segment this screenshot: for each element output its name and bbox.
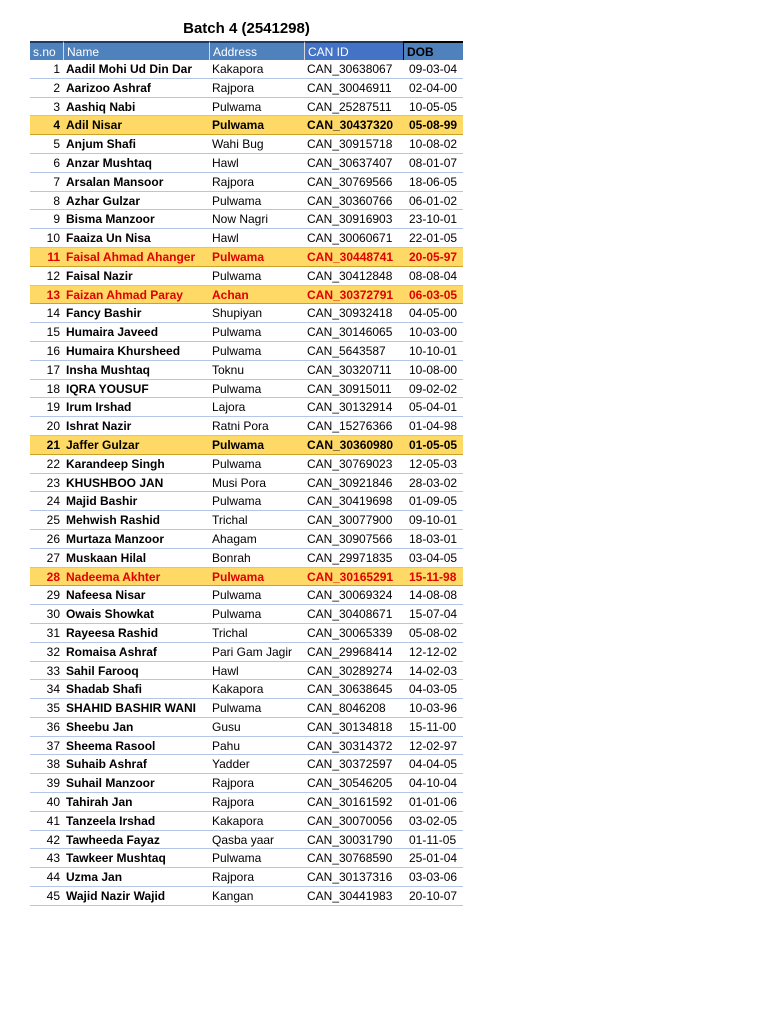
row-dob: 28-03-02 bbox=[409, 475, 458, 490]
row-dob: 09-10-01 bbox=[409, 513, 458, 528]
row-sno: 26 bbox=[46, 531, 60, 546]
row-address: Pahu bbox=[212, 738, 241, 753]
row-sno: 39 bbox=[46, 776, 60, 791]
table-row bbox=[30, 605, 463, 624]
row-address: Pulwama bbox=[212, 607, 262, 622]
row-sno: 23 bbox=[46, 475, 60, 490]
row-name: Humaira Khursheed bbox=[66, 343, 181, 358]
row-address: Shupiyan bbox=[212, 306, 263, 321]
row-name: Nafeesa Nisar bbox=[66, 588, 146, 603]
table-row bbox=[30, 831, 463, 850]
row-dob: 12-12-02 bbox=[409, 644, 458, 659]
row-sno: 11 bbox=[47, 249, 60, 264]
row-dob: 08-01-07 bbox=[409, 155, 458, 170]
row-address: Rajpora bbox=[212, 870, 255, 885]
table-row bbox=[30, 568, 463, 587]
row-sno: 13 bbox=[46, 287, 60, 302]
row-sno: 40 bbox=[46, 795, 60, 810]
header-name: Name bbox=[63, 41, 209, 60]
row-can-id: CAN_30907566 bbox=[307, 531, 393, 546]
table-row bbox=[30, 436, 463, 455]
row-name: Adil Nisar bbox=[66, 118, 123, 133]
row-name: IQRA YOUSUF bbox=[66, 381, 149, 396]
row-address: Musi Pora bbox=[212, 475, 267, 490]
row-sno: 32 bbox=[46, 644, 60, 659]
row-dob: 23-10-01 bbox=[409, 212, 458, 227]
row-address: Gusu bbox=[212, 719, 241, 734]
table-row bbox=[30, 643, 463, 662]
row-address: Pulwama bbox=[212, 118, 265, 133]
row-can-id: CAN_30637407 bbox=[307, 155, 393, 170]
table-row bbox=[30, 624, 463, 643]
row-dob: 05-08-02 bbox=[409, 625, 458, 640]
table-row bbox=[30, 586, 463, 605]
row-can-id: CAN_30070056 bbox=[307, 813, 393, 828]
row-address: Pulwama bbox=[212, 99, 262, 114]
row-dob: 04-04-05 bbox=[409, 757, 458, 772]
row-dob: 10-05-05 bbox=[409, 99, 458, 114]
row-can-id: CAN_30314372 bbox=[307, 738, 393, 753]
row-dob: 06-01-02 bbox=[409, 193, 458, 208]
table-row bbox=[30, 98, 463, 117]
row-can-id: CAN_15276366 bbox=[307, 419, 393, 434]
row-name: SHAHID BASHIR WANI bbox=[66, 701, 197, 716]
row-can-id: CAN_30134818 bbox=[307, 719, 393, 734]
row-can-id: CAN_29968414 bbox=[307, 644, 393, 659]
row-sno: 14 bbox=[46, 306, 60, 321]
row-can-id: CAN_30069324 bbox=[307, 588, 393, 603]
row-address: Pulwama bbox=[212, 343, 262, 358]
row-name: Ishrat Nazir bbox=[66, 419, 132, 434]
table-row bbox=[30, 248, 463, 267]
row-can-id: CAN_30289274 bbox=[307, 663, 393, 678]
row-can-id: CAN_30921846 bbox=[307, 475, 393, 490]
row-dob: 10-08-02 bbox=[409, 137, 458, 152]
row-dob: 02-04-00 bbox=[409, 80, 458, 95]
row-dob: 04-10-04 bbox=[409, 776, 458, 791]
row-address: Rajpora bbox=[212, 174, 255, 189]
row-can-id: CAN_30638067 bbox=[307, 62, 393, 76]
row-name: Shadab Shafi bbox=[66, 682, 143, 697]
row-address: Achan bbox=[212, 287, 249, 302]
table-row bbox=[30, 304, 463, 323]
table-row bbox=[30, 455, 463, 474]
row-can-id: CAN_30137316 bbox=[307, 870, 393, 885]
row-name: Sheema Rasool bbox=[66, 738, 156, 753]
row-dob: 03-02-05 bbox=[409, 813, 458, 828]
batch-title: Batch 4 (2541298) bbox=[183, 20, 310, 37]
row-sno: 18 bbox=[46, 381, 60, 396]
table-row bbox=[30, 474, 463, 493]
row-name: Faizan Ahmad Paray bbox=[66, 287, 183, 302]
row-name: Tahirah Jan bbox=[66, 795, 133, 810]
table-row bbox=[30, 718, 463, 737]
row-can-id: CAN_30448741 bbox=[307, 249, 394, 264]
row-sno: 38 bbox=[46, 757, 60, 772]
row-address: Wahi Bug bbox=[212, 137, 264, 152]
row-sno: 19 bbox=[46, 400, 60, 415]
row-name: Majid Bashir bbox=[66, 494, 138, 509]
row-name: Arsalan Mansoor bbox=[66, 174, 164, 189]
row-dob: 12-02-97 bbox=[409, 738, 458, 753]
table-row bbox=[30, 868, 463, 887]
row-address: Pulwama bbox=[212, 325, 262, 340]
row-name: Irum Irshad bbox=[66, 400, 132, 415]
row-can-id: CAN_8046208 bbox=[307, 701, 386, 716]
row-address: Rajpora bbox=[212, 776, 255, 791]
row-sno: 12 bbox=[46, 268, 60, 283]
row-address: Kakapora bbox=[212, 62, 264, 76]
table-row bbox=[30, 380, 463, 399]
row-sno: 22 bbox=[46, 456, 60, 471]
row-name: Suhaib Ashraf bbox=[66, 757, 147, 772]
row-sno: 10 bbox=[46, 231, 60, 246]
header-dob: DOB bbox=[403, 41, 463, 60]
row-sno: 24 bbox=[46, 494, 60, 509]
row-dob: 08-08-04 bbox=[409, 268, 458, 283]
row-sno: 21 bbox=[46, 437, 60, 452]
row-address: Pulwama bbox=[212, 193, 262, 208]
row-dob: 14-02-03 bbox=[409, 663, 458, 678]
row-name: Nadeema Akhter bbox=[66, 569, 161, 584]
row-name: Aarizoo Ashraf bbox=[66, 80, 151, 95]
row-can-id: CAN_30372791 bbox=[307, 287, 394, 302]
table-row bbox=[30, 173, 463, 192]
row-sno: 27 bbox=[46, 550, 60, 565]
row-dob: 03-04-05 bbox=[409, 550, 458, 565]
row-can-id: CAN_30915011 bbox=[307, 381, 392, 396]
table-row bbox=[30, 492, 463, 511]
row-sno: 41 bbox=[46, 813, 60, 828]
row-can-id: CAN_29971835 bbox=[307, 550, 393, 565]
row-name: Karandeep Singh bbox=[66, 456, 165, 471]
row-dob: 18-06-05 bbox=[409, 174, 458, 189]
table-row bbox=[30, 511, 463, 530]
row-address: Hawl bbox=[212, 231, 239, 246]
row-address: Toknu bbox=[212, 362, 245, 377]
row-name: Murtaza Manzoor bbox=[66, 531, 165, 546]
row-dob: 15-11-00 bbox=[409, 719, 457, 734]
row-dob: 01-05-05 bbox=[409, 437, 458, 452]
row-can-id: CAN_30132914 bbox=[307, 400, 393, 415]
row-sno: 1 bbox=[53, 62, 60, 76]
row-dob: 20-05-97 bbox=[409, 249, 458, 264]
header-sno: s.no bbox=[30, 41, 63, 60]
row-name: Wajid Nazir Wajid bbox=[66, 889, 166, 904]
table-row bbox=[30, 398, 463, 417]
row-dob: 10-03-00 bbox=[409, 325, 458, 340]
row-can-id: CAN_30065339 bbox=[307, 625, 393, 640]
table-row bbox=[30, 116, 463, 135]
row-can-id: CAN_30768590 bbox=[307, 851, 393, 866]
row-name: Faisal Ahmad Ahanger bbox=[66, 249, 196, 264]
row-sno: 36 bbox=[46, 719, 60, 734]
table-row bbox=[30, 755, 463, 774]
row-dob: 15-07-04 bbox=[409, 607, 458, 622]
row-dob: 01-04-98 bbox=[409, 419, 458, 434]
table-row bbox=[30, 323, 463, 342]
row-can-id: CAN_30769566 bbox=[307, 174, 393, 189]
table-row bbox=[30, 154, 463, 173]
row-sno: 35 bbox=[46, 701, 60, 716]
row-can-id: CAN_30769023 bbox=[307, 456, 393, 471]
table-row bbox=[30, 774, 463, 793]
row-name: Sheebu Jan bbox=[66, 719, 134, 734]
row-name: Muskaan Hilal bbox=[66, 550, 147, 565]
row-dob: 25-01-04 bbox=[409, 851, 458, 866]
table-row bbox=[30, 699, 463, 718]
row-can-id: CAN_30546205 bbox=[307, 776, 393, 791]
row-name: Fancy Bashir bbox=[66, 306, 142, 321]
row-address: Pulwama bbox=[212, 249, 265, 264]
table-row bbox=[30, 192, 463, 211]
row-sno: 44 bbox=[46, 870, 60, 885]
row-name: Rayeesa Rashid bbox=[66, 625, 159, 640]
row-name: Bisma Manzoor bbox=[66, 212, 155, 227]
row-dob: 09-03-04 bbox=[409, 62, 458, 76]
row-can-id: CAN_30419698 bbox=[307, 494, 393, 509]
table-row bbox=[30, 680, 463, 699]
student-table-body bbox=[30, 60, 463, 906]
table-row bbox=[30, 342, 463, 361]
row-can-id: CAN_30441983 bbox=[307, 889, 393, 904]
row-address: Trichal bbox=[212, 513, 248, 528]
row-sno: 28 bbox=[46, 569, 60, 584]
row-name: Anzar Mushtaq bbox=[66, 155, 153, 170]
row-can-id: CAN_30437320 bbox=[307, 118, 394, 133]
table-row bbox=[30, 60, 463, 79]
row-dob: 01-11-05 bbox=[409, 832, 457, 847]
row-dob: 05-04-01 bbox=[409, 400, 458, 415]
row-dob: 12-05-03 bbox=[409, 456, 458, 471]
row-address: Lajora bbox=[212, 400, 246, 415]
table-row bbox=[30, 662, 463, 681]
row-can-id: CAN_30932418 bbox=[307, 306, 393, 321]
row-address: Kangan bbox=[212, 889, 254, 904]
row-can-id: CAN_30077900 bbox=[307, 513, 393, 528]
table-row bbox=[30, 361, 463, 380]
row-dob: 15-11-98 bbox=[409, 569, 457, 584]
row-dob: 10-08-00 bbox=[409, 362, 458, 377]
row-dob: 09-02-02 bbox=[409, 381, 458, 396]
row-name: Romaisa Ashraf bbox=[66, 644, 157, 659]
table-row bbox=[30, 793, 463, 812]
row-can-id: CAN_30360980 bbox=[307, 437, 394, 452]
row-dob: 04-05-00 bbox=[409, 306, 458, 321]
row-name: Jaffer Gulzar bbox=[66, 437, 140, 452]
row-dob: 14-08-08 bbox=[409, 588, 458, 603]
row-address: Pulwama bbox=[212, 494, 262, 509]
row-name: Tawkeer Mushtaq bbox=[66, 851, 166, 866]
row-dob: 18-03-01 bbox=[409, 531, 458, 546]
row-address: Pulwama bbox=[212, 437, 265, 452]
row-sno: 42 bbox=[46, 832, 60, 847]
row-sno: 8 bbox=[53, 193, 60, 208]
row-can-id: CAN_30408671 bbox=[307, 607, 393, 622]
row-address: Pari Gam Jagir bbox=[212, 644, 293, 659]
row-address: Rajpora bbox=[212, 795, 255, 810]
row-sno: 31 bbox=[46, 625, 60, 640]
table-row bbox=[30, 286, 463, 305]
row-sno: 9 bbox=[53, 212, 60, 227]
row-name: Faisal Nazir bbox=[66, 268, 133, 283]
row-name: Aadil Mohi Ud Din Dar bbox=[66, 62, 192, 76]
row-name: Tanzeela Irshad bbox=[66, 813, 156, 828]
row-name: Suhail Manzoor bbox=[66, 776, 155, 791]
row-can-id: CAN_30060671 bbox=[307, 231, 393, 246]
row-can-id: CAN_30161592 bbox=[307, 795, 393, 810]
row-can-id: CAN_25287511 bbox=[307, 99, 392, 114]
row-address: Rajpora bbox=[212, 80, 255, 95]
row-dob: 20-10-07 bbox=[409, 889, 458, 904]
row-can-id: CAN_30146065 bbox=[307, 325, 393, 340]
row-name: Faaiza Un Nisa bbox=[66, 231, 151, 246]
row-name: Tawheeda Fayaz bbox=[66, 832, 160, 847]
row-address: Kakapora bbox=[212, 682, 264, 697]
row-can-id: CAN_30916903 bbox=[307, 212, 393, 227]
row-address: Pulwama bbox=[212, 588, 262, 603]
row-can-id: CAN_30412848 bbox=[307, 268, 393, 283]
row-sno: 15 bbox=[46, 325, 60, 340]
row-sno: 34 bbox=[46, 682, 60, 697]
row-can-id: CAN_30046911 bbox=[307, 80, 392, 95]
row-sno: 16 bbox=[46, 343, 60, 358]
row-sno: 20 bbox=[46, 419, 60, 434]
row-dob: 01-09-05 bbox=[409, 494, 458, 509]
row-dob: 06-03-05 bbox=[409, 287, 458, 302]
row-sno: 29 bbox=[46, 588, 60, 603]
row-address: Trichal bbox=[212, 625, 248, 640]
row-can-id: CAN_30360766 bbox=[307, 193, 393, 208]
row-can-id: CAN_30372597 bbox=[307, 757, 393, 772]
row-dob: 04-03-05 bbox=[409, 682, 458, 697]
row-can-id: CAN_5643587 bbox=[307, 343, 386, 358]
table-row bbox=[30, 737, 463, 756]
row-address: Pulwama bbox=[212, 268, 262, 283]
row-name: Aashiq Nabi bbox=[66, 99, 136, 114]
row-sno: 45 bbox=[46, 889, 60, 904]
row-sno: 7 bbox=[53, 174, 60, 189]
row-address: Pulwama bbox=[212, 381, 262, 396]
row-address: Pulwama bbox=[212, 851, 262, 866]
row-can-id: CAN_30031790 bbox=[307, 832, 393, 847]
table-row bbox=[30, 549, 463, 568]
table-row bbox=[30, 210, 463, 229]
row-sno: 30 bbox=[46, 607, 60, 622]
row-dob: 10-10-01 bbox=[409, 343, 458, 358]
row-name: Azhar Gulzar bbox=[66, 193, 141, 208]
row-dob: 10-03-96 bbox=[409, 701, 458, 716]
row-name: Humaira Javeed bbox=[66, 325, 159, 340]
row-name: Insha Mushtaq bbox=[66, 362, 151, 377]
row-sno: 43 bbox=[46, 851, 60, 866]
row-address: Pulwama bbox=[212, 569, 265, 584]
row-address: Bonrah bbox=[212, 550, 251, 565]
row-can-id: CAN_30638645 bbox=[307, 682, 393, 697]
row-address: Kakapora bbox=[212, 813, 264, 828]
row-address: Pulwama bbox=[212, 701, 262, 716]
row-can-id: CAN_30320711 bbox=[307, 362, 392, 377]
row-address: Ahagam bbox=[212, 531, 257, 546]
row-sno: 33 bbox=[46, 663, 60, 678]
table-row bbox=[30, 79, 463, 98]
row-dob: 05-08-99 bbox=[409, 118, 458, 133]
row-sno: 5 bbox=[53, 137, 60, 152]
header-address: Address bbox=[209, 41, 304, 60]
row-sno: 4 bbox=[53, 118, 60, 133]
row-sno: 2 bbox=[53, 80, 60, 95]
row-sno: 6 bbox=[53, 155, 60, 170]
table-row bbox=[30, 229, 463, 248]
row-sno: 3 bbox=[53, 99, 60, 114]
row-name: Sahil Farooq bbox=[66, 663, 139, 678]
row-name: KHUSHBOO JAN bbox=[66, 475, 164, 490]
row-dob: 22-01-05 bbox=[409, 231, 458, 246]
table-row bbox=[30, 135, 463, 154]
row-can-id: CAN_30915718 bbox=[307, 137, 393, 152]
row-name: Anjum Shafi bbox=[66, 137, 137, 152]
row-sno: 25 bbox=[46, 513, 60, 528]
row-dob: 03-03-06 bbox=[409, 870, 458, 885]
row-name: Uzma Jan bbox=[66, 870, 123, 885]
row-name: Mehwish Rashid bbox=[66, 513, 161, 528]
row-address: Yadder bbox=[212, 757, 250, 772]
row-can-id: CAN_30165291 bbox=[307, 569, 394, 584]
table-row bbox=[30, 812, 463, 831]
row-address: Qasba yaar bbox=[212, 832, 275, 847]
table-row bbox=[30, 530, 463, 549]
table-row bbox=[30, 267, 463, 286]
table-row bbox=[30, 887, 463, 906]
header-can-id: CAN ID bbox=[304, 41, 403, 60]
row-sno: 17 bbox=[46, 362, 60, 377]
row-address: Now Nagri bbox=[212, 212, 269, 227]
table-row bbox=[30, 849, 463, 868]
row-sno: 37 bbox=[46, 738, 60, 753]
row-name: Owais Showkat bbox=[66, 607, 155, 622]
row-address: Hawl bbox=[212, 155, 239, 170]
row-address: Hawl bbox=[212, 663, 239, 678]
row-address: Pulwama bbox=[212, 456, 262, 471]
row-address: Ratni Pora bbox=[212, 419, 269, 434]
row-dob: 01-01-06 bbox=[409, 795, 458, 810]
table-row bbox=[30, 417, 463, 436]
